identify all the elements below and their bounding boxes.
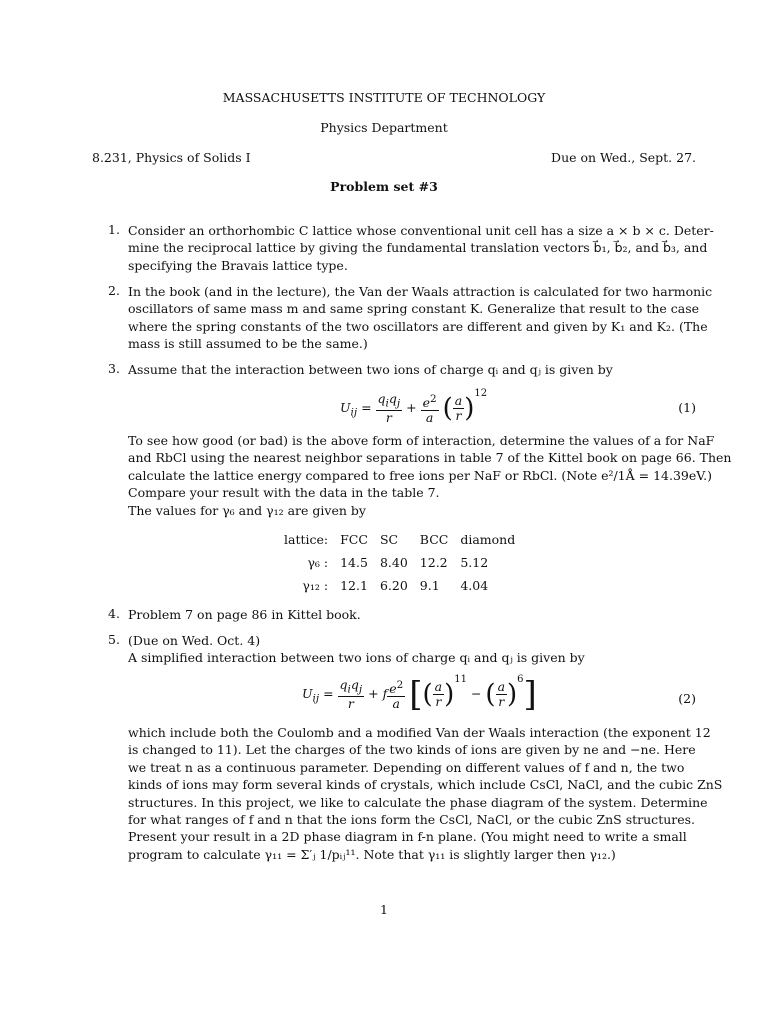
problem-1-text [128,222,714,274]
problem-4-text [128,606,698,623]
text-line: To see how good (or bad) is the above form of interaction, determine the values of a for NaF [128,433,715,448]
problem-number: 5. [108,632,120,647]
department-heading: Physics Department [320,120,448,135]
text-line: which include both the Coulomb and a modified Van der Waals interaction (the exponent 12 [128,725,711,740]
institution-heading: MASSACHUSETTS INSTITUTE OF TECHNOLOGY [222,90,546,105]
table-cell: FCC [340,532,368,547]
text-line: Assume that the interaction between two ions of charge qᵢ and qⱼ is given by [128,362,613,377]
text-line: oscillators of same mass m and same spring constant K. Generalize that result to the case [128,301,700,317]
table-cell: 4.04 [460,578,489,593]
table-cell: γ₁₂ : [302,578,329,593]
problem-2-text [128,283,713,353]
due-date: Due on Wed., Sept. 27. [551,150,696,165]
table-cell: 12.2 [419,555,448,570]
table-row [278,574,521,597]
text-line: In the book (and in the lecture), the Van der Waals attraction is calculated for two harmonic [128,284,713,299]
text-line: Present your result in a 2D phase diagram in f-n plane. (You might need to write a small [128,829,687,845]
text-line: Consider an orthorhombic C lattice whose conventional unit cell has a size a × b × c. Deter- [128,223,714,238]
page-number: 1 [380,902,388,917]
text-line: and RbCl using the nearest neighbor separations in table 7 of the Kittel book on page 66. Then [128,450,732,466]
table-cell: lattice: [284,532,329,547]
table-row [278,528,521,551]
text-line: we treat n as a continuous parameter. Depending on different values of f and n, the two [128,759,685,775]
table-cell: 14.5 [340,555,368,570]
table-cell: 12.1 [340,578,368,593]
equation-tag: (1) [678,400,696,415]
text-line: for what ranges of f and n that the ions form the CsCl, NaCl, or the cubic ZnS structures. [128,812,696,828]
text-line: The values for γ₆ and γ₁₂ are given by [128,502,366,518]
table-cell: 9.1 [419,578,440,593]
text-line: specifying the Bravais lattice type. [128,257,348,273]
text-line: Compare your result with the data in the table 7. [128,485,440,501]
table-cell: BCC [419,532,449,547]
table-cell: SC [379,532,399,547]
equation-1: $U_{ij}$ = $\frac{q_iq_j}{r}$ + $\frac{e^2}{a}$ ( $\frac{a}{r}$ )$^{12}$ [340,388,488,426]
text-line: Problem 7 on page 86 in Kittel book. [128,607,361,622]
problem-5-text [128,724,723,863]
problem-3-intro [128,361,698,378]
text-line: kinds of ions may form several kinds of crystals, which include CsCl, NaCl, and the cubic ZnS [128,777,723,793]
table-cell: 5.12 [460,555,489,570]
text-line: mine the reciprocal lattice by giving the fundamental translation vectors b⃗₁, b⃗₂, and b⃗₃, and [128,240,708,256]
table-cell: γ₆ : [307,555,329,570]
problem-number: 1. [108,222,120,237]
equation-2: $U_{ij}$ = $\frac{q_iq_j}{r}$ + f $\frac{e^2}{a}$ [( $\frac{a}{r}$ )$^{11}$ − ( $\frac{a}{r}$ )$^6$] [302,674,537,715]
text-line: (Due on Wed. Oct. 4) [128,633,261,648]
problem-5-intro [128,632,698,667]
table-cell: 8.40 [379,555,408,570]
text-line: program to calculate γ₁₁ = Σ′ⱼ 1/pᵢⱼ¹¹. Note that γ₁₁ is slightly larger then γ₁₂.) [128,846,616,862]
page-title: Problem set #3 [330,179,438,194]
lattice-table [278,528,521,597]
text-line: mass is still assumed to be the same.) [128,336,368,352]
problem-number: 4. [108,606,120,621]
table-cell: 6.20 [379,578,408,593]
problem-number: 3. [108,361,120,376]
table-cell: diamond [460,532,516,547]
text-line: structures. In this project, we like to calculate the phase diagram of the system. Determine [128,794,708,810]
text-line: is changed to 11). Let the charges of the two kinds of ions are given by ne and −ne. Here [128,742,696,758]
equation-tag: (2) [678,691,696,706]
text-line: calculate the lattice energy compared to free ions per NaF or RbCl. (Note e²/1Å = 14.39eV.) [128,467,712,483]
problem-number: 2. [108,283,120,298]
problem-3-text [128,432,732,519]
course-label: 8.231, Physics of Solids I [92,150,251,165]
table-row [278,551,521,574]
text-line: A simplified interaction between two ions of charge qᵢ and qⱼ is given by [128,650,585,666]
text-line: where the spring constants of the two oscillators are different and given by K₁ and K₂. (The [128,318,708,334]
